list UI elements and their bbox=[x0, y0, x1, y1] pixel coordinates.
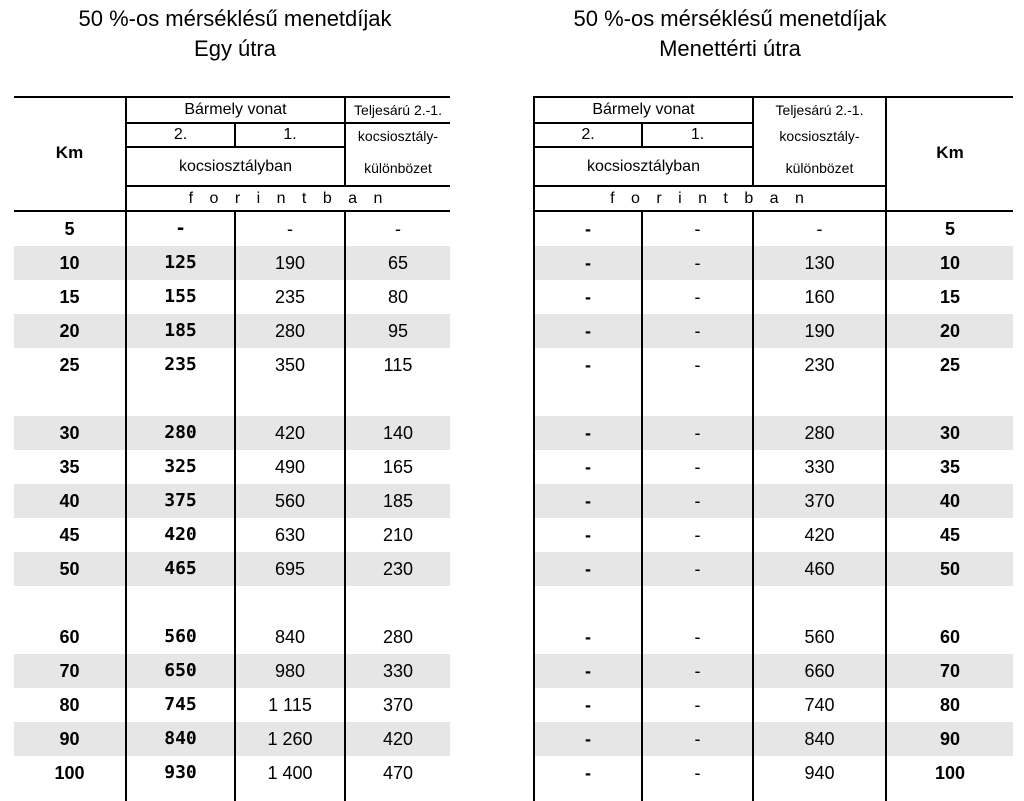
left-difference-cell: 115 bbox=[383, 355, 413, 375]
left-table-row bbox=[14, 654, 450, 688]
right-difference-cell: 560 bbox=[804, 627, 835, 647]
right-class1-fare-cell: - bbox=[694, 661, 701, 681]
left-km-cell: 5 bbox=[64, 219, 75, 239]
left-table-title bbox=[15, 4, 455, 64]
left-class2-fare-cell: 235 bbox=[164, 354, 197, 375]
left-table-row bbox=[14, 212, 450, 246]
left-table-row bbox=[14, 518, 450, 552]
left-class1-fare-cell: 980 bbox=[274, 661, 306, 681]
right-kocsiosztalyban-header: kocsiosztályban bbox=[587, 157, 700, 175]
right-table-row bbox=[533, 722, 1013, 756]
right-km-cell: 50 bbox=[939, 559, 961, 579]
left-difference-cell: 165 bbox=[382, 457, 414, 477]
left-difference-cell: 370 bbox=[382, 695, 414, 715]
right-table-row bbox=[533, 518, 1013, 552]
left-class1-fare-cell: 630 bbox=[274, 525, 306, 545]
right-table-header bbox=[533, 96, 1013, 212]
right-class2-fare-cell: - bbox=[585, 627, 591, 647]
left-difference-cell: - bbox=[395, 219, 401, 239]
right-table-row bbox=[533, 688, 1013, 722]
right-difference-cell: 130 bbox=[804, 253, 835, 273]
left-table-row bbox=[14, 484, 450, 518]
right-barmely-vonat-header: Bármely vonat bbox=[592, 101, 695, 118]
right-km-cell: 80 bbox=[939, 695, 961, 715]
right-km-cell: 90 bbox=[939, 729, 961, 749]
left-forintban-header: f o r i n t b a n bbox=[188, 189, 389, 207]
left-class2-fare-cell: 280 bbox=[164, 422, 197, 443]
left-difference-cell: 420 bbox=[382, 729, 414, 749]
right-class2-fare-cell: - bbox=[585, 321, 591, 341]
right-class2-fare-cell: - bbox=[585, 695, 591, 715]
right-table-row bbox=[533, 450, 1013, 484]
left-class2-fare-cell: 325 bbox=[164, 456, 197, 477]
right-table-row bbox=[533, 314, 1013, 348]
left-table-row bbox=[14, 348, 450, 382]
left-class1-fare-cell: 350 bbox=[274, 355, 306, 375]
left-table-row bbox=[14, 688, 450, 722]
left-class2-fare-cell: 930 bbox=[164, 762, 197, 783]
right-fare-table bbox=[533, 96, 1013, 801]
left-km-cell: 35 bbox=[59, 457, 80, 477]
left-table-row bbox=[14, 620, 450, 654]
left-table-header bbox=[14, 96, 450, 212]
right-km-cell: 40 bbox=[939, 491, 961, 511]
right-table-row bbox=[533, 280, 1013, 314]
left-class2-fare-cell: 375 bbox=[164, 490, 197, 511]
right-difference-cell: 840 bbox=[804, 729, 835, 749]
right-km-cell: 10 bbox=[939, 253, 961, 273]
right-difference-cell: 280 bbox=[804, 423, 835, 443]
right-table-title bbox=[510, 4, 950, 64]
right-class2-fare-cell: - bbox=[585, 287, 591, 307]
right-class2-fare-cell: - bbox=[585, 219, 591, 239]
left-class2-fare-cell: 185 bbox=[164, 320, 197, 341]
right-class2-fare-cell: - bbox=[585, 559, 591, 579]
right-class2-fare-cell: - bbox=[585, 763, 591, 783]
right-class1-fare-cell: - bbox=[694, 423, 701, 443]
right-km-cell: 15 bbox=[939, 287, 961, 307]
right-class1-fare-cell: - bbox=[694, 219, 701, 239]
right-km-cell: 25 bbox=[939, 355, 961, 375]
right-class2-header: 2. bbox=[581, 126, 595, 143]
left-difference-cell: 470 bbox=[382, 763, 414, 783]
left-km-cell: 20 bbox=[59, 321, 80, 341]
right-class1-fare-cell: - bbox=[694, 763, 701, 783]
right-class1-fare-cell: - bbox=[694, 627, 701, 647]
left-table-body bbox=[14, 212, 450, 801]
left-km-cell: 90 bbox=[59, 729, 80, 749]
left-class2-fare-cell: 560 bbox=[164, 626, 197, 647]
left-km-cell: 25 bbox=[59, 355, 80, 375]
right-km-header: Km bbox=[936, 143, 964, 162]
left-class2-fare-cell: - bbox=[175, 218, 186, 239]
right-difference-cell: 420 bbox=[804, 525, 835, 545]
left-class2-fare-cell: 155 bbox=[164, 286, 197, 307]
right-table-row bbox=[533, 348, 1013, 382]
left-class1-fare-cell: 1 400 bbox=[267, 763, 313, 783]
right-table-row bbox=[533, 756, 1013, 790]
left-difference-cell: 185 bbox=[382, 491, 414, 511]
right-table-row bbox=[533, 620, 1013, 654]
right-km-cell: 35 bbox=[939, 457, 961, 477]
right-difference-cell: 460 bbox=[804, 559, 835, 579]
left-class1-fare-cell: 190 bbox=[274, 253, 306, 273]
left-km-cell: 50 bbox=[59, 559, 80, 579]
right-forintban-header: f o r i n t b a n bbox=[610, 189, 810, 207]
left-table-row bbox=[14, 314, 450, 348]
right-class2-fare-cell: - bbox=[585, 661, 591, 681]
left-teljesaru-header-3: különbözet bbox=[364, 159, 432, 176]
left-class2-fare-cell: 840 bbox=[164, 728, 197, 749]
left-class1-fare-cell: 235 bbox=[274, 287, 306, 307]
right-table-row bbox=[533, 212, 1013, 246]
left-km-header: Km bbox=[55, 143, 84, 162]
right-class1-fare-cell: - bbox=[694, 695, 701, 715]
right-class2-fare-cell: - bbox=[585, 491, 591, 511]
right-class1-fare-cell: - bbox=[694, 287, 701, 307]
left-difference-cell: 230 bbox=[382, 559, 414, 579]
right-difference-cell: 330 bbox=[804, 457, 835, 477]
right-class2-fare-cell: - bbox=[585, 525, 591, 545]
right-class2-fare-cell: - bbox=[585, 457, 591, 477]
left-class1-fare-cell: 280 bbox=[274, 321, 306, 341]
left-table-row bbox=[14, 756, 450, 790]
left-class2-fare-cell: 745 bbox=[164, 694, 197, 715]
right-class1-fare-cell: - bbox=[694, 457, 701, 477]
right-class1-fare-cell: - bbox=[694, 355, 701, 375]
right-difference-cell: 660 bbox=[804, 661, 835, 681]
left-table-row bbox=[14, 280, 450, 314]
right-class2-fare-cell: - bbox=[585, 423, 591, 443]
left-difference-cell: 330 bbox=[382, 661, 414, 681]
left-class2-fare-cell: 465 bbox=[164, 558, 197, 579]
left-class1-fare-cell: 490 bbox=[274, 457, 306, 477]
right-table-row bbox=[533, 416, 1013, 450]
right-km-cell: 70 bbox=[939, 661, 961, 681]
right-km-cell: 5 bbox=[944, 219, 955, 239]
right-class1-header: 1. bbox=[690, 126, 705, 143]
left-difference-cell: 280 bbox=[382, 627, 414, 647]
right-title-line2: Menettérti útra bbox=[659, 36, 801, 61]
left-table-row bbox=[14, 722, 450, 756]
left-difference-cell: 140 bbox=[382, 423, 414, 443]
right-class2-fare-cell: - bbox=[585, 729, 591, 749]
left-km-cell: 80 bbox=[59, 695, 80, 715]
left-km-cell: 15 bbox=[59, 287, 80, 307]
right-class2-fare-cell: - bbox=[585, 253, 591, 273]
left-class2-header: 2. bbox=[173, 126, 188, 143]
left-fare-table bbox=[14, 96, 450, 801]
right-difference-cell: 230 bbox=[804, 355, 835, 375]
right-teljesaru-header-3: különbözet bbox=[785, 159, 854, 176]
left-class1-fare-cell: 840 bbox=[274, 627, 306, 647]
right-table-row bbox=[533, 246, 1013, 280]
right-class1-fare-cell: - bbox=[694, 321, 701, 341]
right-difference-cell: 370 bbox=[804, 491, 835, 511]
right-class1-fare-cell: - bbox=[694, 559, 701, 579]
left-difference-cell: 210 bbox=[382, 525, 414, 545]
left-class1-fare-cell: 560 bbox=[274, 491, 306, 511]
left-km-cell: 45 bbox=[59, 525, 80, 545]
right-difference-cell: 190 bbox=[804, 321, 835, 341]
right-table-row bbox=[533, 552, 1013, 586]
right-class1-fare-cell: - bbox=[694, 525, 701, 545]
left-class1-header: 1. bbox=[283, 126, 297, 143]
right-class1-fare-cell: - bbox=[694, 253, 701, 273]
left-km-cell: 10 bbox=[59, 253, 80, 273]
left-table-row bbox=[14, 552, 450, 586]
left-km-cell: 100 bbox=[54, 763, 85, 783]
left-class2-fare-cell: 650 bbox=[164, 660, 197, 681]
left-class2-fare-cell: 420 bbox=[164, 524, 197, 545]
right-teljesaru-header-1: Teljesárú 2.-1. bbox=[775, 102, 864, 118]
right-teljesaru-header-2: kocsiosztály- bbox=[779, 128, 860, 144]
right-difference-cell: - bbox=[816, 219, 823, 239]
left-km-cell: 30 bbox=[59, 423, 80, 443]
left-class1-fare-cell: - bbox=[287, 219, 293, 239]
left-class1-fare-cell: 695 bbox=[274, 559, 306, 579]
right-difference-cell: 940 bbox=[804, 763, 835, 783]
right-difference-cell: 740 bbox=[804, 695, 835, 715]
left-teljesaru-header-2: kocsiosztály- bbox=[357, 128, 439, 144]
right-class1-fare-cell: - bbox=[694, 729, 701, 749]
left-class1-fare-cell: 1 115 bbox=[268, 695, 312, 715]
right-class2-fare-cell: - bbox=[585, 355, 591, 375]
right-difference-cell: 160 bbox=[804, 287, 835, 307]
right-title-line1: 50 %-os mérséklésű menetdíjak bbox=[573, 6, 887, 31]
left-difference-cell: 65 bbox=[387, 253, 409, 273]
left-km-cell: 40 bbox=[59, 491, 80, 511]
right-table-row bbox=[533, 484, 1013, 518]
right-class1-fare-cell: - bbox=[694, 491, 701, 511]
right-table-body bbox=[533, 212, 1013, 801]
left-teljesaru-header-1: Teljesárú 2.-1. bbox=[354, 102, 442, 118]
right-km-cell: 60 bbox=[939, 627, 961, 647]
left-difference-cell: 80 bbox=[387, 287, 409, 307]
right-km-cell: 45 bbox=[939, 525, 961, 545]
right-km-cell: 100 bbox=[934, 763, 966, 783]
left-km-cell: 70 bbox=[59, 661, 80, 681]
left-km-cell: 60 bbox=[59, 627, 80, 647]
left-difference-cell: 95 bbox=[387, 321, 409, 341]
right-table-row bbox=[533, 654, 1013, 688]
left-kocsiosztalyban-header: kocsiosztályban bbox=[179, 157, 292, 175]
left-table-row bbox=[14, 416, 450, 450]
left-class1-fare-cell: 420 bbox=[274, 423, 306, 443]
left-class2-fare-cell: 125 bbox=[164, 252, 197, 273]
right-km-cell: 20 bbox=[939, 321, 961, 341]
left-title-line2: Egy útra bbox=[194, 36, 276, 61]
left-table-row bbox=[14, 450, 450, 484]
left-table-row bbox=[14, 246, 450, 280]
left-barmely-vonat-header: Bármely vonat bbox=[184, 101, 287, 118]
right-km-cell: 30 bbox=[939, 423, 961, 443]
left-title-line1: 50 %-os mérséklésű menetdíjak bbox=[78, 6, 392, 31]
left-class1-fare-cell: 1 260 bbox=[267, 729, 313, 749]
